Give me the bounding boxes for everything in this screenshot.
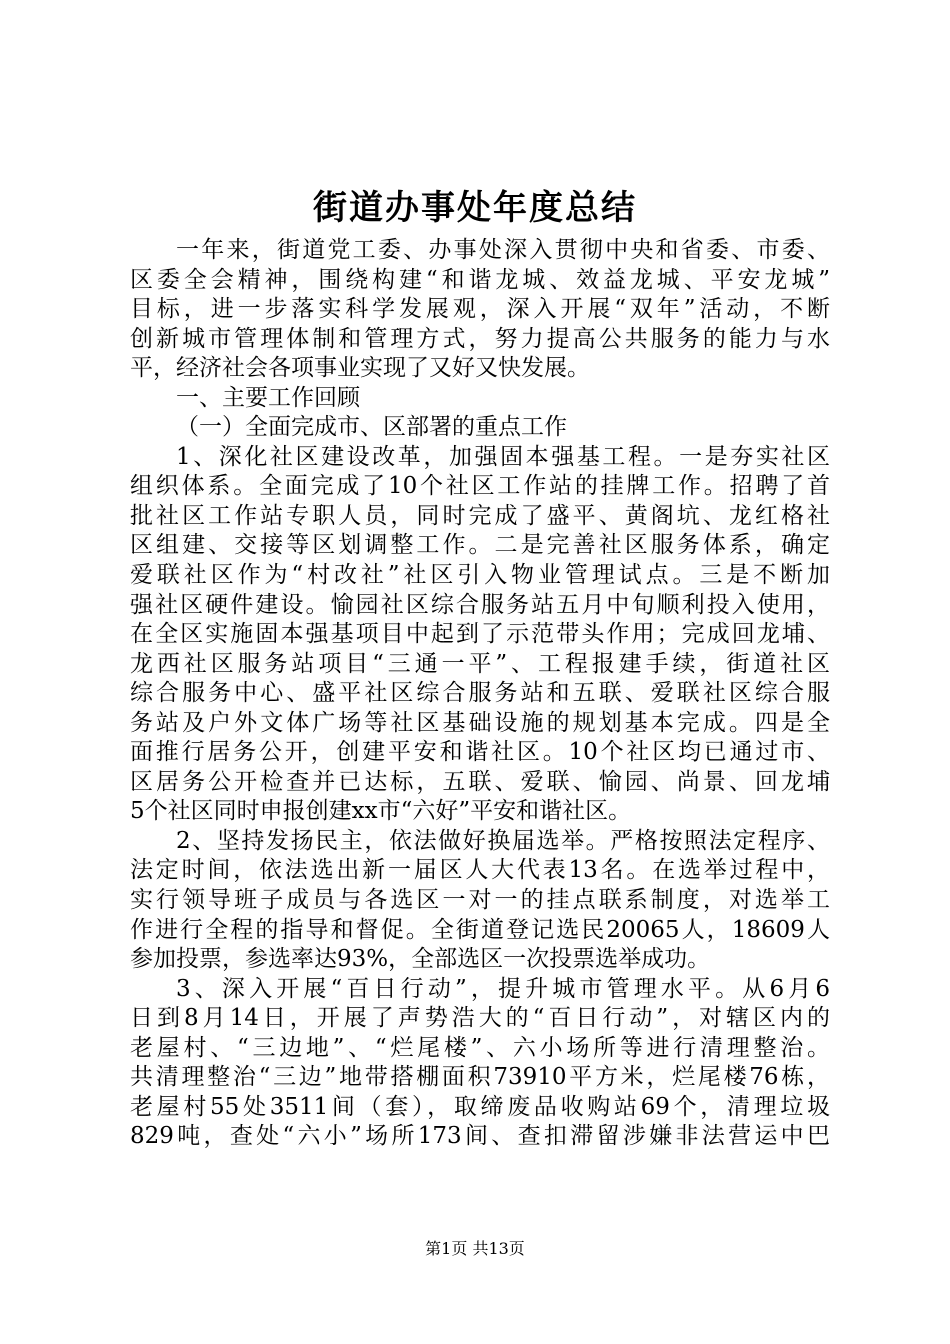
body-line: 综合服务中心、盛平社区综合服务站和五联、爱联社区综合服 (130, 680, 830, 707)
body-line: 作进行全程的指导和督促。全街道登记选民20065人，18609人 (130, 916, 830, 943)
body-line: 829吨，查处“六小”场所173间、查扣滞留涉嫌非法营运中巴 (130, 1123, 830, 1150)
body-line: 区委全会精神，围绕构建“和谐龙城、效益龙城、平安龙城” (130, 266, 830, 293)
body-line: 2、坚持发扬民主，依法做好换届选举。严格按照法定程序、 (176, 827, 830, 854)
body-line: 一年来，街道党工委、办事处深入贯彻中央和省委、市委、 (176, 237, 830, 263)
body-line: 一、主要工作回顾 (176, 384, 360, 411)
body-line: 共清理整治“三边”地带搭棚面积73910平方米，烂尾楼76栋， (130, 1064, 830, 1091)
document-body (130, 236, 830, 1152)
body-line: 爱联社区作为“村改社”社区引入物业管理试点。三是不断加 (130, 562, 830, 589)
body-line: 面推行居务公开，创建平安和谐社区。10个社区均已通过市、 (130, 739, 830, 766)
body-line: 3、深入开展“百日行动”，提升城市管理水平。从6月6 (176, 975, 830, 1002)
body-line: 组织体系。全面完成了10个社区工作站的挂牌工作。招聘了首 (130, 473, 830, 500)
body-line: 创新城市管理体制和管理方式，努力提高公共服务的能力与水 (130, 325, 830, 352)
body-line: 龙西社区服务站项目“三通一平”、工程报建手续，街道社区 (130, 650, 830, 677)
body-line: 参加投票，参选率达93%，全部选区一次投票选举成功。 (130, 946, 711, 973)
page-footer: 第1页 共13页 (425, 1239, 525, 1258)
body-line: 日到8月14日，开展了声势浩大的“百日行动”，对辖区内的 (130, 1005, 830, 1032)
document-title: 街道办事处年度总结 (313, 188, 637, 228)
body-line: 实行领导班子成员与各选区一对一的挂点联系制度，对选举工 (130, 887, 830, 914)
body-line: 5个社区同时申报创建xx市“六好”平安和谐社区。 (130, 798, 632, 825)
body-line: 在全区实施固本强基项目中起到了示范带头作用；完成回龙埔、 (130, 621, 830, 648)
body-line: 区居务公开检查并已达标，五联、爱联、愉园、尚景、回龙埔 (130, 768, 830, 795)
body-line: 平，经济社会各项事业实现了又好又快发展。 (130, 355, 590, 382)
body-line: 法定时间，依法选出新一届区人大代表13名。在选举过程中， (130, 857, 830, 884)
body-line: 区组建、交接等区划调整工作。二是完善社区服务体系，确定 (130, 532, 830, 559)
body-line: 1、深化社区建设改革，加强固本强基工程。一是夯实社区 (176, 443, 830, 470)
body-line: 目标，进一步落实科学发展观，深入开展“双年”活动，不断 (130, 296, 830, 323)
body-line: 老屋村55处3511间（套），取缔废品收购站69个，清理垃圾 (130, 1093, 830, 1120)
body-line: 批社区工作站专职人员，同时完成了盛平、黄阁坑、龙红格社 (130, 502, 830, 529)
body-line: （一）全面完成市、区部署的重点工作 (176, 414, 567, 441)
body-line: 强社区硬件建设。愉园社区综合服务站五月中旬顺利投入使用， (130, 591, 830, 618)
body-line: 务站及户外文体广场等社区基础设施的规划基本完成。四是全 (130, 709, 830, 736)
body-line: 老屋村、“三边地”、“烂尾楼”、六小场所等进行清理整治。 (130, 1034, 830, 1061)
